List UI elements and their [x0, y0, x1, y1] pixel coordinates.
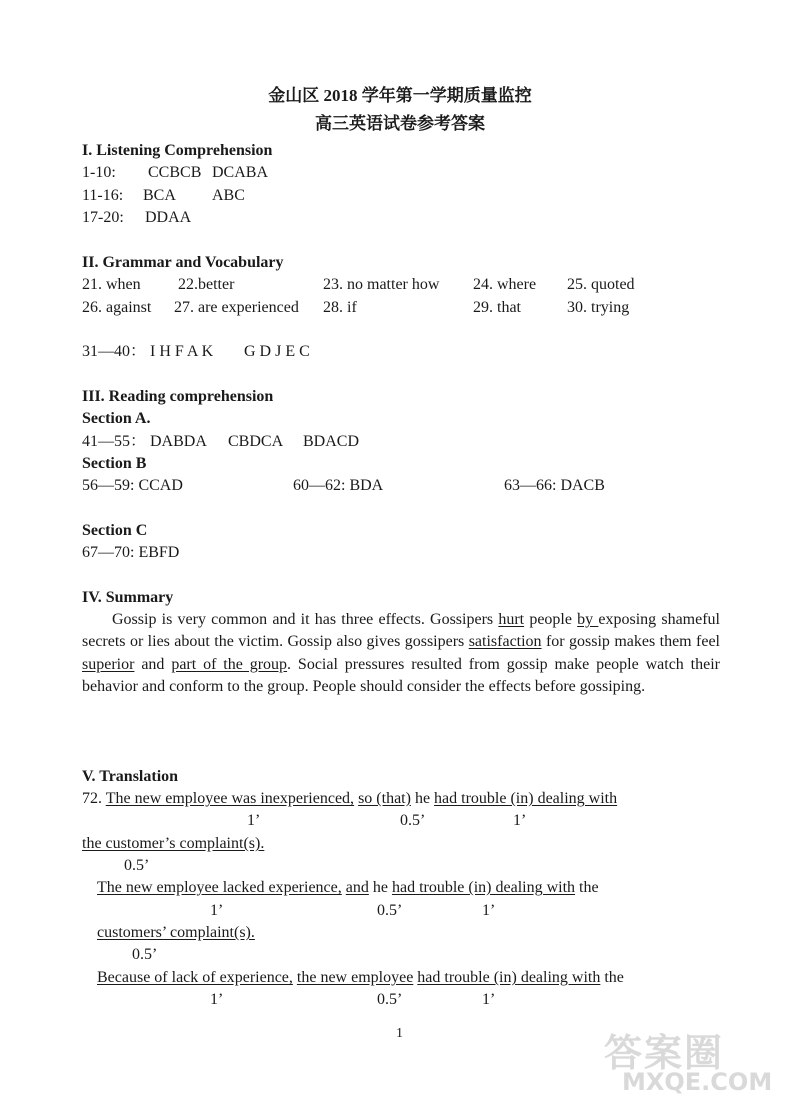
section-b-heading: Section B: [82, 455, 147, 472]
translation-text: the: [600, 969, 624, 986]
watermark-site: MXQE.COM: [622, 1068, 773, 1096]
score-mark: 0.5’: [124, 857, 150, 874]
scored-phrase: Because of lack of experience,: [97, 969, 293, 986]
grammar-answer: 29. that: [473, 299, 521, 316]
page-title: 金山区 2018 学年第一学期质量监控: [268, 86, 532, 105]
listening-row-range: 1-10:: [82, 164, 116, 181]
score-mark: 0.5’: [377, 902, 403, 919]
scored-phrase: customers’ complaint(s).: [97, 924, 255, 941]
summary-text: . Social pressures resulted from gossip make people watch their behavior and conform to the group. People should consider the effects before gossiping.: [82, 655, 721, 696]
grammar-31-40-answers: I H F A K: [150, 343, 214, 360]
translation-72-line: [82, 789, 617, 809]
scored-phrase: and: [345, 879, 369, 896]
translation-text: he: [410, 790, 435, 807]
summary-keyword: by: [577, 611, 599, 628]
score-mark: 1’: [513, 812, 527, 829]
listening-row-answers: ABC: [212, 187, 245, 204]
translation-alt-1-line: [97, 878, 599, 898]
listening-row-answers: DDAA: [145, 209, 192, 226]
score-mark: 1’: [247, 812, 261, 829]
reading-c-answers: 67—70: EBFD: [82, 544, 180, 561]
listening-row-range: 11-16:: [82, 187, 124, 204]
section-4-heading: IV. Summary: [82, 589, 174, 606]
summary-keyword: satisfaction: [468, 633, 542, 651]
score-mark: 0.5’: [400, 812, 426, 829]
page-subtitle: 高三英语试卷参考答案: [315, 114, 485, 133]
summary-keyword: superior: [82, 655, 135, 673]
grammar-answer: 25. quoted: [567, 276, 635, 293]
listening-row-answers: BCA: [143, 187, 176, 204]
watermark-logo: 答案圈: [604, 1031, 725, 1075]
reading-a-label: 41—55：: [82, 433, 147, 450]
scored-phrase: had trouble (in) dealing with: [434, 790, 618, 807]
score-mark: 0.5’: [132, 946, 158, 963]
grammar-31-40-label: 31—40：: [82, 343, 147, 360]
section-a-heading: Section A.: [82, 410, 151, 427]
scored-phrase: so (that): [358, 790, 411, 807]
section-1-heading: I. Listening Comprehension: [82, 142, 273, 159]
summary-text: Gossip is very common and it has three effects. Gossipers: [112, 611, 499, 628]
translation-text: he: [368, 879, 392, 896]
scored-phrase: the new employee: [296, 969, 414, 986]
score-mark: 1’: [210, 991, 224, 1008]
grammar-answer: 26. against: [82, 299, 152, 316]
grammar-31-40-answers: G D J E C: [244, 343, 310, 360]
summary-keyword: part of the group: [171, 655, 288, 673]
translation-72-line: [82, 834, 264, 854]
summary-text: exposing shameful secrets or lies about the victim. Gossip also gives gossipers: [82, 611, 720, 651]
translation-alt-1-line: [97, 923, 255, 943]
reading-a-answers: DABDA: [150, 433, 207, 450]
listening-row-answers: DCABA: [212, 164, 269, 181]
listening-row-range: 17-20:: [82, 209, 124, 226]
scored-phrase: had trouble (in) dealing with: [417, 969, 601, 986]
grammar-answer: 28. if: [323, 299, 357, 316]
grammar-answer: 22.better: [178, 276, 235, 293]
score-mark: 0.5’: [377, 991, 403, 1008]
summary-paragraph: [82, 609, 720, 699]
reading-b-answers: 63—66: DACB: [504, 477, 605, 494]
summary-text: people: [524, 611, 578, 628]
score-mark: 1’: [482, 902, 496, 919]
score-mark: 1’: [210, 902, 224, 919]
scored-phrase: the customer’s complaint(s).: [82, 835, 265, 852]
reading-b-answers: 60—62: BDA: [293, 477, 384, 494]
reading-a-answers: CBDCA: [228, 433, 284, 450]
summary-text: and: [134, 655, 172, 673]
scored-phrase: The new employee was inexperienced,: [105, 790, 355, 807]
summary-text: for gossip makes them feel: [541, 633, 720, 651]
scored-phrase: had trouble (in) dealing with: [391, 879, 576, 896]
grammar-answer: 23. no matter how: [323, 276, 440, 293]
section-2-heading: II. Grammar and Vocabulary: [82, 254, 284, 271]
score-mark: 1’: [482, 991, 496, 1008]
listening-row-answers: CCBCB: [148, 164, 202, 181]
translation-alt-2-line: [97, 968, 624, 988]
page-number: 1: [396, 1026, 403, 1041]
grammar-answer: 30. trying: [567, 299, 630, 316]
section-c-heading: Section C: [82, 522, 148, 539]
section-3-heading: III. Reading comprehension: [82, 388, 274, 405]
grammar-answer: 21. when: [82, 276, 141, 293]
translation-text: the: [575, 879, 599, 896]
grammar-answer: 24. where: [473, 276, 537, 293]
scored-phrase: The new employee lacked experience,: [97, 879, 342, 896]
section-5-heading: V. Translation: [82, 768, 179, 785]
grammar-answer: 27. are experienced: [174, 299, 299, 316]
reading-a-answers: BDACD: [303, 433, 360, 450]
question-number: 72.: [82, 790, 106, 807]
reading-b-answers: 56—59: CCAD: [82, 477, 183, 494]
summary-keyword: hurt: [498, 611, 525, 628]
